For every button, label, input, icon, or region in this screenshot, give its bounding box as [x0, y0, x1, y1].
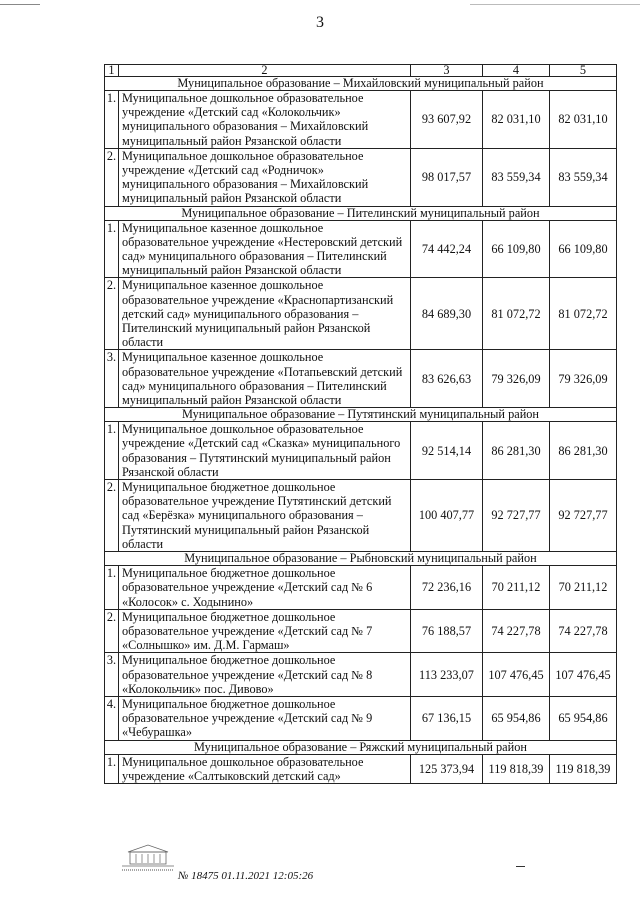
table-row	[105, 754, 617, 783]
table-row	[105, 696, 617, 740]
row-number: 1.	[105, 566, 119, 610]
document-registration-number: № 18475 01.11.2021 12:05:26	[178, 870, 314, 882]
value-column-3: 125 373,94	[411, 754, 483, 783]
value-column-4: 83 559,34	[483, 148, 550, 206]
value-column-4: 81 072,72	[483, 278, 550, 350]
table-row	[105, 220, 617, 278]
value-column-4: 92 727,77	[483, 480, 550, 552]
section-title: Муниципальное образование – Михайловский муниципальный район	[105, 77, 617, 91]
section-title: Муниципальное образование – Путятинский муниципальный район	[105, 408, 617, 422]
section-header-row	[105, 740, 617, 754]
institution-name: Муниципальное казенное дошкольное образовательное учреждение «Нестеровский детский сад» муниципального образования – Пителинский муниципальный район Рязанской области	[119, 220, 411, 278]
row-number: 1.	[105, 754, 119, 783]
table-row	[105, 609, 617, 653]
value-column-3: 72 236,16	[411, 566, 483, 610]
value-column-4: 66 109,80	[483, 220, 550, 278]
value-column-4: 86 281,30	[483, 422, 550, 480]
section-title: Муниципальное образование – Рыбновский муниципальный район	[105, 552, 617, 566]
column-header: 4	[483, 65, 550, 77]
row-number: 2.	[105, 148, 119, 206]
value-column-4: 107 476,45	[483, 653, 550, 697]
section-title: Муниципальное образование – Пителинский муниципальный район	[105, 206, 617, 220]
footer-mark	[516, 866, 525, 867]
section-header-row	[105, 206, 617, 220]
value-column-5: 65 954,86	[550, 696, 617, 740]
institution-name: Муниципальное дошкольное образовательное учреждение «Детский сад «Сказка» муниципального образования – Путятинский муниципальный район Рязанской области	[119, 422, 411, 480]
page-number: 3	[316, 14, 324, 31]
value-column-5: 119 818,39	[550, 754, 617, 783]
scan-edge-line-left	[0, 4, 40, 5]
value-column-5: 92 727,77	[550, 480, 617, 552]
section-title: Муниципальное образование – Ряжский муниципальный район	[105, 740, 617, 754]
row-number: 3.	[105, 350, 119, 408]
institution-name: Муниципальное казенное дошкольное образовательное учреждение «Краснопартизанский детский сад» муниципального образования – Пителинский муниципальный район Рязанской области	[119, 278, 411, 350]
row-number: 2.	[105, 278, 119, 350]
column-header: 1	[105, 65, 119, 77]
value-column-5: 66 109,80	[550, 220, 617, 278]
institution-name: Муниципальное бюджетное дошкольное образовательное учреждение «Детский сад № 9 «Чебурашка»	[119, 696, 411, 740]
table-row	[105, 422, 617, 480]
institution-name: Муниципальное дошкольное образовательное учреждение «Детский сад «Колокольчик» муниципального образования – Михайловский муниципальный район Рязанской области	[119, 91, 411, 149]
institution-name: Муниципальное бюджетное дошкольное образовательное учреждение «Детский сад № 7 «Солнышко» им. Д.М. Гармаш»	[119, 609, 411, 653]
section-header-row	[105, 77, 617, 91]
value-column-3: 100 407,77	[411, 480, 483, 552]
value-column-5: 70 211,12	[550, 566, 617, 610]
value-column-4: 74 227,78	[483, 609, 550, 653]
institution-name: Муниципальное дошкольное образовательное учреждение «Детский сад «Родничок» муниципального образования – Михайловский муниципальный район Рязанской области	[119, 148, 411, 206]
row-number: 2.	[105, 609, 119, 653]
value-column-5: 81 072,72	[550, 278, 617, 350]
row-number: 1.	[105, 422, 119, 480]
institution-name: Муниципальное бюджетное дошкольное образовательное учреждение Путятинский детский сад «Берёзка» муниципального образования – Путятинский муниципальный район Рязанской области	[119, 480, 411, 552]
value-column-5: 79 326,09	[550, 350, 617, 408]
row-number: 3.	[105, 653, 119, 697]
value-column-3: 76 188,57	[411, 609, 483, 653]
value-column-4: 119 818,39	[483, 754, 550, 783]
table-row	[105, 148, 617, 206]
value-column-3: 83 626,63	[411, 350, 483, 408]
institution-name: Муниципальное бюджетное дошкольное образовательное учреждение «Детский сад № 8 «Колокольчик» пос. Дивово»	[119, 653, 411, 697]
value-column-3: 98 017,57	[411, 148, 483, 206]
value-column-3: 113 233,07	[411, 653, 483, 697]
row-number: 1.	[105, 91, 119, 149]
table-row	[105, 480, 617, 552]
value-column-3: 92 514,14	[411, 422, 483, 480]
value-column-4: 79 326,09	[483, 350, 550, 408]
column-header: 2	[119, 65, 411, 77]
column-header: 3	[411, 65, 483, 77]
funding-table	[104, 64, 617, 784]
section-header-row	[105, 552, 617, 566]
value-column-3: 67 136,15	[411, 696, 483, 740]
value-column-3: 74 442,24	[411, 220, 483, 278]
table-row	[105, 653, 617, 697]
row-number: 1.	[105, 220, 119, 278]
table-row	[105, 91, 617, 149]
column-header: 5	[550, 65, 617, 77]
value-column-5: 83 559,34	[550, 148, 617, 206]
section-header-row	[105, 408, 617, 422]
table-row	[105, 350, 617, 408]
table-body	[105, 77, 617, 784]
scan-edge-line-right	[470, 4, 640, 5]
value-column-5: 82 031,10	[550, 91, 617, 149]
value-column-3: 84 689,30	[411, 278, 483, 350]
row-number: 4.	[105, 696, 119, 740]
stamp-logo-icon	[120, 842, 176, 872]
institution-name: Муниципальное дошкольное образовательное учреждение «Салтыковский детский сад»	[119, 754, 411, 783]
column-number-row	[105, 65, 617, 77]
value-column-4: 82 031,10	[483, 91, 550, 149]
value-column-5: 107 476,45	[550, 653, 617, 697]
value-column-3: 93 607,92	[411, 91, 483, 149]
institution-name: Муниципальное казенное дошкольное образовательное учреждение «Потапьевский детский сад» муниципального образования – Пителинский муниципальный район Рязанской области	[119, 350, 411, 408]
value-column-4: 70 211,12	[483, 566, 550, 610]
table-row	[105, 278, 617, 350]
table-row	[105, 566, 617, 610]
value-column-5: 74 227,78	[550, 609, 617, 653]
row-number: 2.	[105, 480, 119, 552]
value-column-5: 86 281,30	[550, 422, 617, 480]
institution-name: Муниципальное бюджетное дошкольное образовательное учреждение «Детский сад № 6 «Колосок» с. Ходынино»	[119, 566, 411, 610]
value-column-4: 65 954,86	[483, 696, 550, 740]
